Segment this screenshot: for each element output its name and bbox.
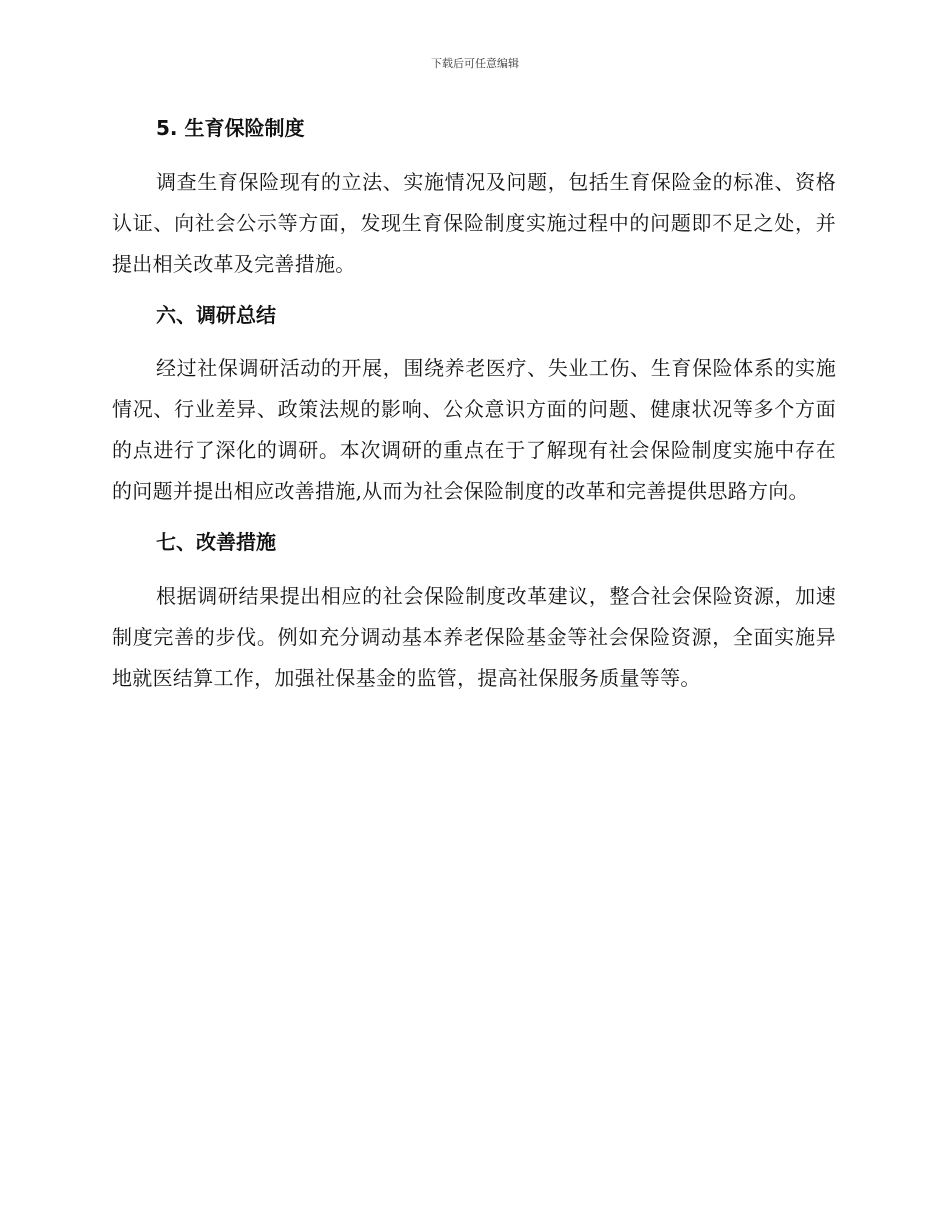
section-heading-maternity-insurance: 5. 生育保险制度: [156, 116, 305, 140]
section-heading-improvement-measures: 七、改善措施: [156, 530, 276, 554]
document-body: [112, 108, 836, 699]
section-paragraph-maternity-insurance: 调查生育保险现有的立法、实施情况及问题，包括生育保险金的标准、资格认证、向社会公示等方面，发现生育保险制度实施过程中的问题即不足之处，并提出相关改革及完善措施。: [112, 170, 836, 276]
section-paragraph-research-summary: 经过社保调研活动的开展，围绕养老医疗、失业工伤、生育保险体系的实施情况、行业差异、政策法规的影响、公众意识方面的问题、健康状况等多个方面的点进行了深化的调研。本次调研的重点在于了解现有社会保险制度实施中存在的问题并提出相应改善措施,从而为社会保险制度的改革和完善提供思路方向。: [112, 356, 836, 503]
section-paragraph-improvement-measures: 根据调研结果提出相应的社会保险制度改革建议，整合社会保险资源，加速制度完善的步伐。例如充分调动基本养老保险基金等社会保险资源，全面实施异地就医结算工作，加强社保基金的监管，提高社保服务质量等等。: [112, 584, 836, 690]
header-note: 下载后可任意编辑: [431, 57, 519, 70]
section-heading-research-summary: 六、调研总结: [156, 303, 276, 327]
